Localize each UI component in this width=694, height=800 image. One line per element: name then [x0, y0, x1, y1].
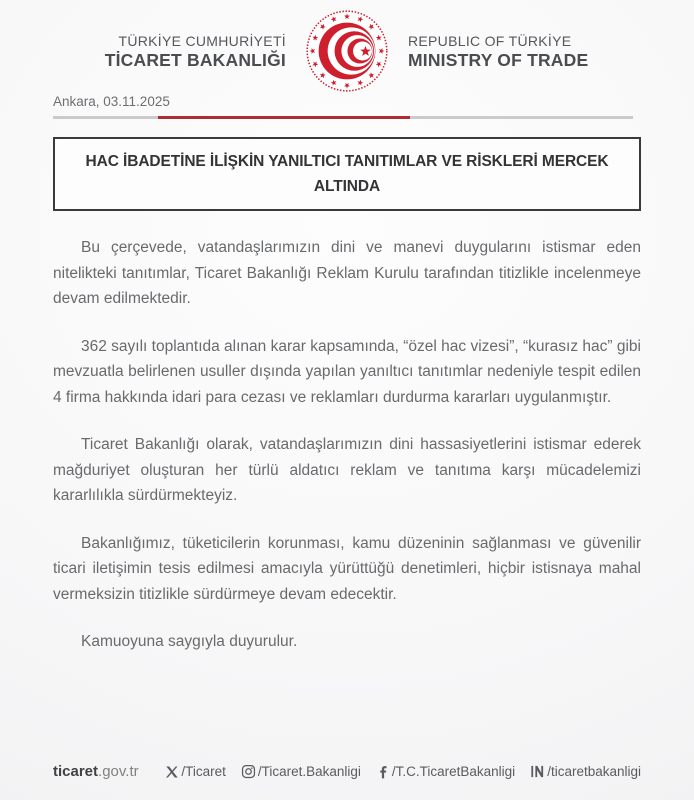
website-rest: .gov.tr: [98, 763, 139, 780]
dateline: Ankara, 03.11.2025: [53, 94, 170, 109]
paragraph: Bakanlığımız, tüketicilerin korunması, kamu düzeninin sağlanması ve güvenilir ticari iletişimin tesis edilmesi amacıyla yürüttüğü denetimleri, hiçbir istisnaya mahal vermeksizin titizlikle sürdürmeye devam edecektir.: [53, 534, 641, 603]
x-handle: /Ticaret: [181, 764, 226, 779]
announcement-body: [53, 213, 641, 655]
website-link[interactable]: [53, 763, 139, 780]
paragraph: 362 sayılı toplantıda alınan karar kapsamında, “özel hac vizesi”, “kurasız hac” gibi mevzuatla belirlenen usuller dışında yapılan yanıltıcı tanıtımlar nedeniyle tespit edilen 4 firma hakkında idari para cezası ve reklamları durdurma kararları uygulanmıştır.: [53, 337, 641, 406]
ministry-of-trade-logo-icon: [304, 8, 390, 94]
x-icon: [165, 765, 179, 779]
paragraph: Ticaret Bakanlığı olarak, vatandaşlarımızın dini hassasiyetlerini istismar ederek mağduriyet oluşturan her türlü aldatıcı reklam ve tanıtıma karşı mücadelemizi kararlılıkla sürdürmekteyiz.: [53, 436, 641, 504]
footer: [0, 763, 694, 800]
facebook-icon: [376, 765, 390, 779]
website-bold: ticaret: [53, 763, 99, 780]
social-links: [165, 764, 641, 779]
facebook-social-link[interactable]: [376, 764, 515, 779]
header-divider: [53, 116, 633, 119]
masthead: [0, 0, 694, 94]
paragraph: Bu çerçevede, vatandaşlarımızın dini ve manevi duygularını istismar eden nitelikteki tanıtımlar, Ticaret Bakanlığı Reklam Kurulu tarafından titizlikle incelenmeye devam edilmektedir.: [53, 239, 641, 307]
instagram-handle: /Ticaret.Bakanligi: [257, 764, 361, 779]
nsosyal-social-link[interactable]: [530, 764, 641, 779]
instagram-icon: [241, 764, 256, 779]
announcement-title: HAC İBADETİNE İLİŞKİN YANILTICI TANITIMLAR VE RİSKLERİ MERCEK ALTINDA: [53, 137, 641, 211]
ministry-name-tr-line1: TÜRKİYE CUMHURİYETİ: [118, 32, 286, 49]
ministry-name-en-line1: REPUBLIC OF TÜRKİYE: [408, 32, 572, 49]
header-divider-red-segment: [158, 116, 410, 119]
nsosyal-icon: [530, 764, 545, 779]
ministry-name-turkish: [40, 32, 286, 71]
ministry-name-english: [408, 32, 654, 71]
ministry-name-en-line2: MINISTRY OF TRADE: [408, 49, 589, 70]
ministry-name-tr-line2: TİCARET BAKANLIĞI: [104, 49, 286, 70]
nsosyal-handle: /ticaretbakanligi: [547, 764, 641, 779]
instagram-social-link[interactable]: [241, 764, 361, 779]
x-social-link[interactable]: [165, 764, 226, 779]
facebook-handle: /T.C.TicaretBakanligi: [391, 764, 516, 779]
closing-line: Kamuoyuna saygıyla duyurulur.: [81, 633, 298, 650]
